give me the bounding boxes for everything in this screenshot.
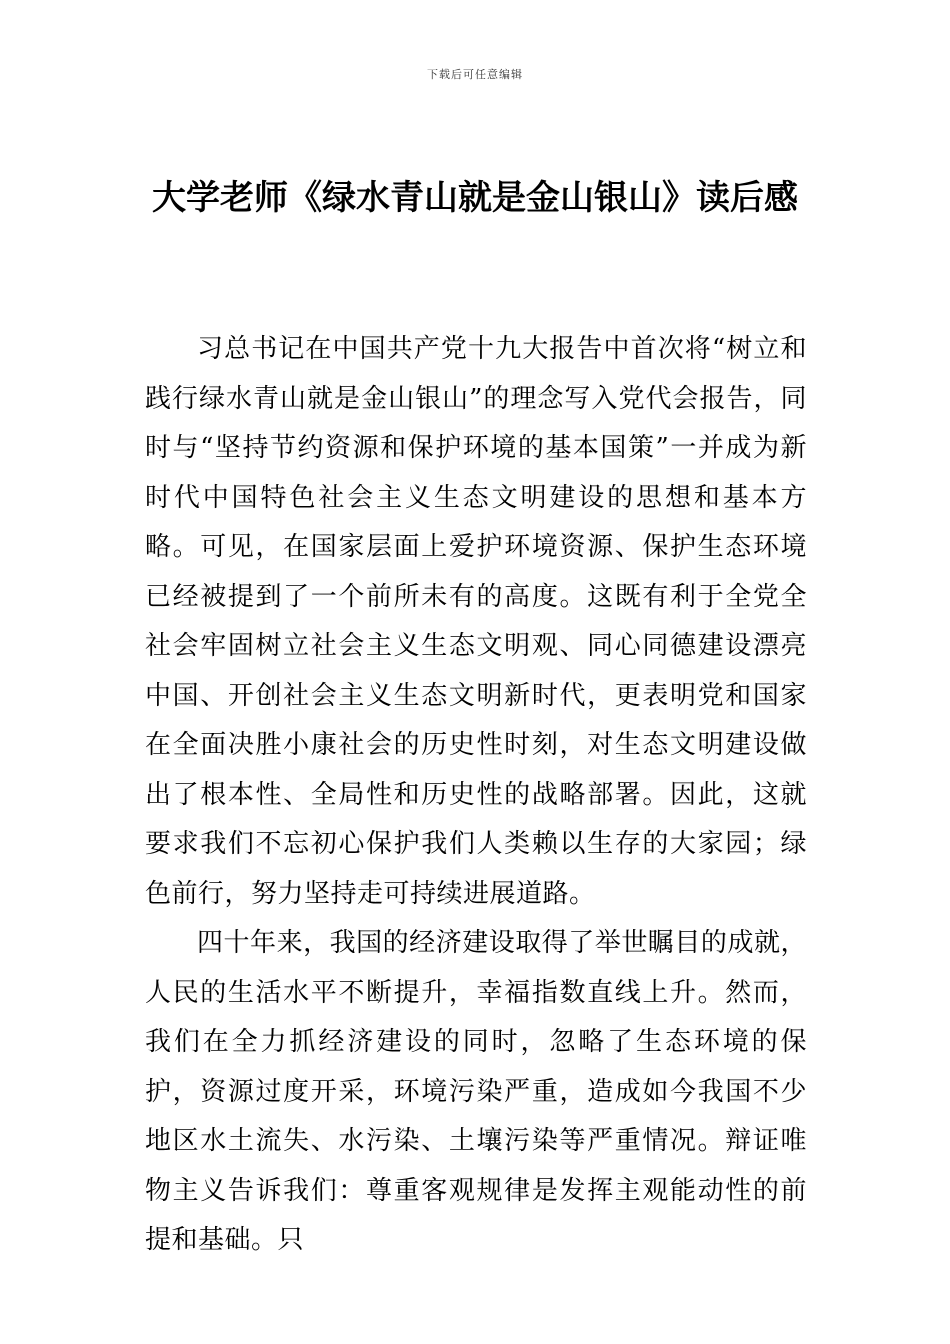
document-body bbox=[145, 325, 807, 1266]
header-note: 下载后可任意编辑 bbox=[427, 68, 523, 81]
document-title: 大学老师《绿水青山就是金山银山》读后感 bbox=[152, 178, 798, 218]
paragraph-1: 习总书记在中国共产党十九大报告中首次将“树立和践行绿水青山就是金山银山”的理念写入党代会报告，同时与“坚持节约资源和保护环境的基本国策”一并成为新时代中国特色社会主义生态文明建设的思想和基本方略。可见，在国家层面上爱护环境资源、保护生态环境已经被提到了一个前所未有的高度。这既有利于全党全社会牢固树立社会主义生态文明观、同心同德建设漂亮中国、开创社会主义生态文明新时代，更表明党和国家在全面决胜小康社会的历史性时刻，对生态文明建设做出了根本性、全局性和历史性的战略部署。因此，这就要求我们不忘初心保护我们人类赖以生存的大家园；绿色前行，努力坚持走可持续进展道路。 bbox=[145, 334, 807, 909]
paragraph-2: 四十年来，我国的经济建设取得了举世瞩目的成就，人民的生活水平不断提升，幸福指数直线上升。然而，我们在全力抓经济建设的同时，忽略了生态环境的保护，资源过度开采，环境污染严重，造成如今我国不少地区水土流失、水污染、土壤污染等严重情况。辩证唯物主义告诉我们：尊重客观规律是发挥主观能动性的前提和基础。只 bbox=[145, 928, 807, 1255]
